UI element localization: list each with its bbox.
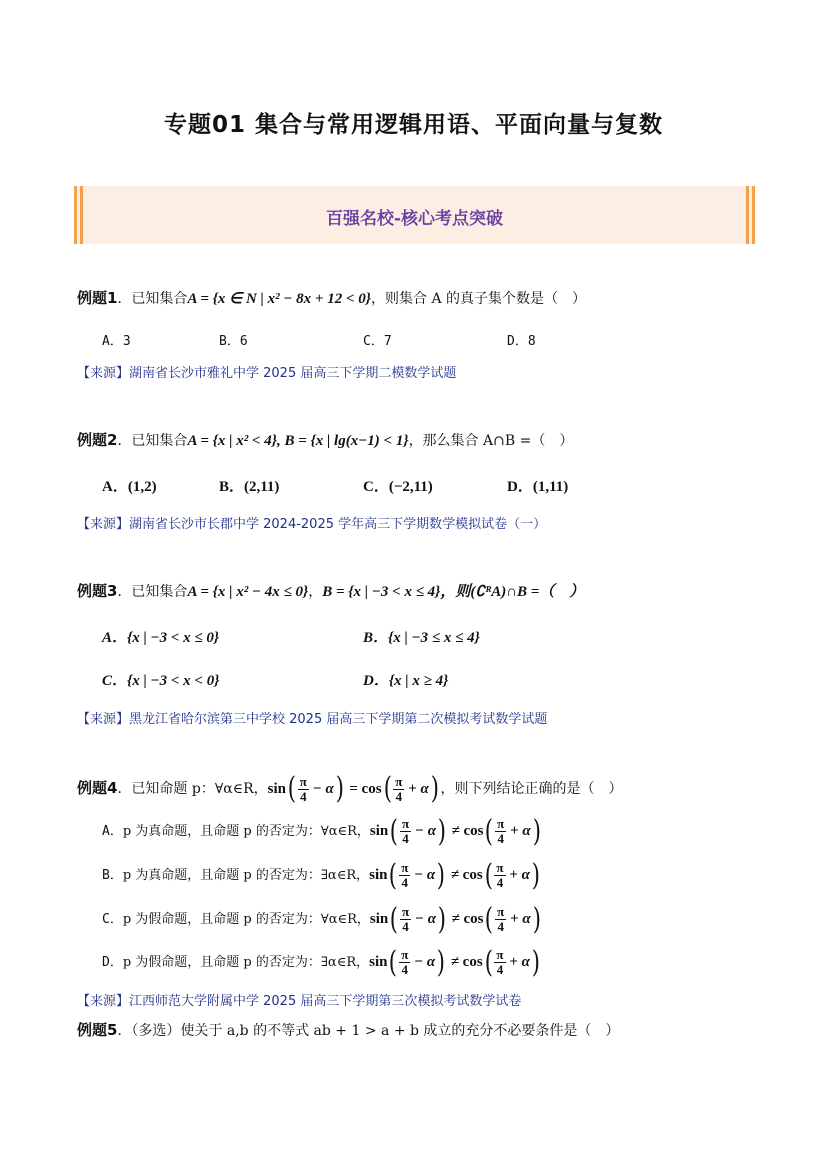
question-1-source: 【来源】湖南省长沙市雅礼中学 2025 届高三下学期二模数学试题 bbox=[77, 366, 457, 381]
question-2-label: 例题2 bbox=[77, 431, 118, 449]
question-1 bbox=[77, 288, 586, 309]
question-2-pre: ．已知集合 bbox=[117, 433, 188, 449]
question-4-label: 例题4 bbox=[77, 779, 118, 797]
question-4-option-a: A．p 为真命题，且命题 p 的否定为：∀α∈R，sin( $\frac{\pi}{4}$ − α) ≠ cos( $\frac{\pi}{4}$ + α) bbox=[102, 813, 541, 849]
question-3-label: 例题3 bbox=[77, 582, 118, 600]
question-2-option-a: A．(1,2) bbox=[102, 479, 157, 495]
question-4-option-d: D．p 为假命题，且命题 p 的否定为：∃α∈R，sin( $\frac{\pi}{4}$ − α) ≠ cos( $\frac{\pi}{4}$ + α) bbox=[102, 944, 540, 980]
question-5-text: ．（多选）使关于 a,b 的不等式 ab + 1 > a + b 成立的充分不必要条件是（ ） bbox=[117, 1023, 620, 1039]
question-4-pre: ．已知命题 p：∀α∈R， bbox=[117, 781, 268, 797]
question-3-source: 【来源】黑龙江省哈尔滨第三中学校 2025 届高三下学期第二次模拟考试数学试题 bbox=[77, 712, 548, 727]
question-4-frac: $\frac{\pi}{4}$ bbox=[299, 773, 307, 804]
question-4-option-b: B．p 为真命题，且命题 p 的否定为：∃α∈R，sin( $\frac{\pi}{4}$ − α) ≠ cos( $\frac{\pi}{4}$ + α) bbox=[102, 857, 540, 893]
question-5-label: 例题5 bbox=[77, 1021, 118, 1039]
question-3 bbox=[77, 581, 584, 602]
question-2-set: A = {x | x² < 4}, B = {x | lg(x−1) < 1} bbox=[187, 433, 409, 449]
question-3-option-a: A．{x | −3 < x ≤ 0} bbox=[102, 630, 220, 646]
question-1-option-b: B．6 bbox=[219, 334, 248, 349]
question-2-post: ，那么集合 A∩B =（ ） bbox=[408, 433, 574, 449]
question-5 bbox=[77, 1020, 619, 1041]
question-2-option-b: B．(2,11) bbox=[219, 479, 280, 495]
question-4-option-c: C．p 为假命题，且命题 p 的否定为：∀α∈R，sin( $\frac{\pi}{4}$ − α) ≠ cos( $\frac{\pi}{4}$ + α) bbox=[102, 901, 541, 937]
question-4: 例题4．已知命题 p：∀α∈R，sin( $\frac{\pi}{4}$ − α) = cos( $\frac{\pi}{4}$ + α) ，则下列结论正确的是（ ） bbox=[77, 771, 623, 806]
question-2-option-d: D．(1,11) bbox=[507, 479, 569, 495]
question-1-set: A = {x ∈ N | x² − 8x + 12 < 0} bbox=[187, 291, 371, 307]
question-4-post: ，则下列结论正确的是（ ） bbox=[440, 781, 623, 797]
question-2-option-c: C．(−2,11) bbox=[363, 479, 433, 495]
question-1-option-a: A．3 bbox=[102, 334, 131, 349]
question-3-pre: ．已知集合 bbox=[117, 584, 188, 600]
question-3-sep: ， bbox=[308, 584, 323, 600]
question-1-post: ，则集合 A 的真子集个数是（ ） bbox=[371, 291, 587, 307]
question-1-option-c: C．7 bbox=[363, 334, 392, 349]
question-1-pre: ．已知集合 bbox=[117, 291, 188, 307]
question-2-source: 【来源】湖南省长沙市长郡中学 2024-2025 学年高三下学期数学模拟试卷（一） bbox=[77, 517, 547, 532]
question-1-label: 例题1 bbox=[77, 289, 118, 307]
question-3-set-a: A = {x | x² − 4x ≤ 0} bbox=[187, 584, 309, 600]
question-2 bbox=[77, 430, 573, 451]
question-3-post: ，则(∁ᴿA)∩B =（ ） bbox=[440, 584, 585, 600]
question-4-source: 【来源】江西师范大学附属中学 2025 届高三下学期第三次模拟考试数学试卷 bbox=[77, 994, 522, 1009]
question-4-sin: sin bbox=[267, 781, 287, 797]
banner-title: 百强名校-核心考点突破 bbox=[325, 209, 504, 229]
question-3-option-c: C．{x | −3 < x < 0} bbox=[102, 673, 220, 689]
question-3-set-b: B = {x | −3 < x ≤ 4} bbox=[322, 584, 441, 600]
section-banner bbox=[74, 186, 755, 244]
question-1-option-d: D．8 bbox=[507, 334, 536, 349]
question-3-option-d: D．{x | x ≥ 4} bbox=[363, 673, 449, 689]
page-title: 专题01 集合与常用逻辑用语、平面向量与复数 bbox=[163, 112, 663, 138]
question-3-option-b: B．{x | −3 ≤ x ≤ 4} bbox=[363, 630, 480, 646]
